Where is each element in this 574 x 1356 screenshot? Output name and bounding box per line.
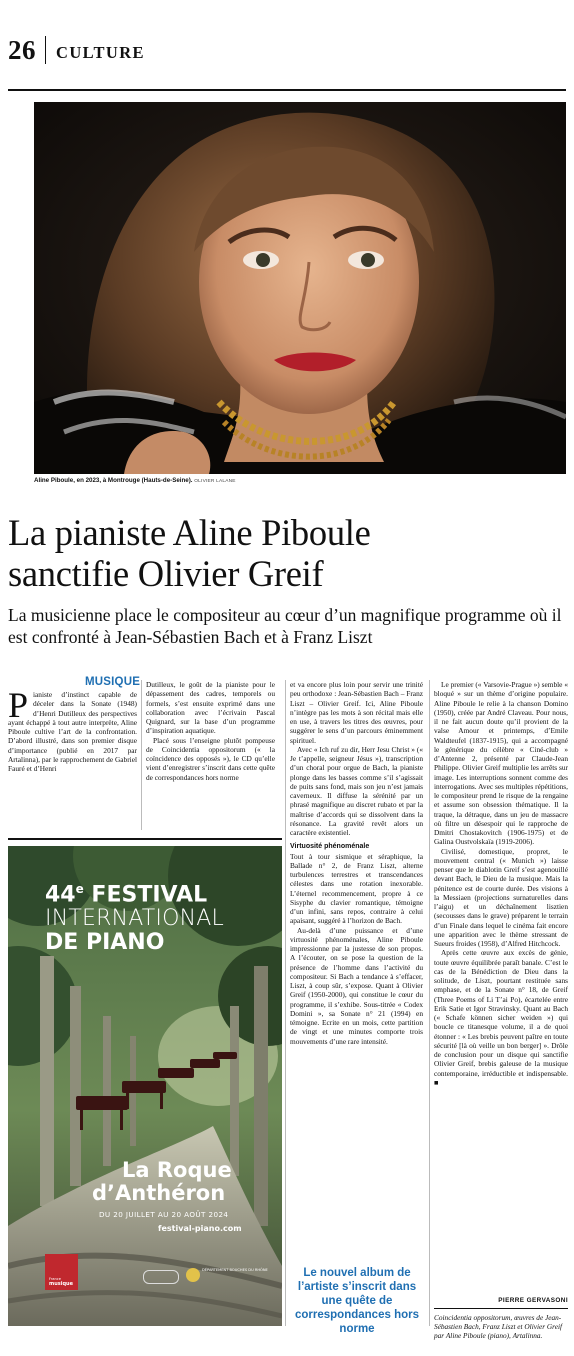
article-paragraph: Le premier (« Varsovie-Prague ») semble « bloqué » sur un thème d’origine populaire. Aline Piboule le relie à la chanson Domino (1950), créée par André Claveau. Pour nous, il ne fait aucun doute qu’il provient de la valse Amour et printemps, d’Emile Waldteufel (1837-1915), qui a accompagné le générique du célèbre « Ciné-club » d’Antenne 2, présenté par Claude-Jean Philippe. Olivier Greif multiplie les arrêts sur image. Les interruptions sonnent comme des interrogations. Avec ses multiples répétitions, le compositeur prend le risque de la rengaine et assume son obsession thématique. Il la traque, la détraque, dans un jeu de massacre où filtre un désespoir qui le rapproche de Dmitri Chostakovitch (1906-1975) et de Galina Oustvolskaïa (1919-2006).	[434, 680, 568, 847]
article-paragraph: Dutilleux, le goût de la pianiste pour le dépassement des cadres, temporels ou formels, s’est ensuite exprimé dans une collaboration avec l’écrivain Pascal Quignard, sur la base d’un programme d’inspiration aquatique.	[146, 680, 275, 736]
logo-small-text: France	[49, 1277, 61, 1281]
headline	[8, 512, 568, 594]
ad-town-line-1: La Roque	[122, 1158, 232, 1182]
section-rubric: CULTURE	[56, 43, 145, 62]
standfirst: La musicienne place le compositeur au cœur d’un magnifique programme où il est confronté à Jean-Sébastien Bach et à Franz Liszt	[8, 605, 562, 647]
drop-cap: P	[8, 685, 29, 725]
article-paragraph: Au-delà d’une puissance et d’une virtuosité phénoménales, Aline Piboule impressionne par la justesse de son propos. A l’écouter, on se pose la question de la présence de l’homme dans l’activité du compositeur. Si Bach a tendance à s’effacer, Liszt, à coup sûr, s’expose. Quant à Olivier Greif (1950-2000), qui constitue le cœur du programme, il s’exhibe. Sous-titrée « Codex Domini », sa Sonate n° 21 (1994) en témoigne. Ecrite en un mois, cette partition de vingt et une minutes comporte trois mouvements d’une rare intensité.	[290, 925, 423, 1046]
info-rule	[434, 1308, 568, 1309]
logo-big-text: musique	[49, 1281, 73, 1287]
headline-line-2: sanctifie Olivier Greif	[8, 553, 324, 594]
ad-town-line-2: d’Anthéron	[92, 1181, 226, 1205]
ad-dates: DU 20 JUILLET AU 20 AOÛT 2024	[99, 1210, 229, 1219]
column-rule	[141, 680, 142, 830]
column-rule	[429, 680, 430, 1326]
department-logo-text: DÉPARTEMENT BOUCHES DU RHÔNE	[202, 1268, 268, 1272]
article-column-2	[146, 680, 275, 782]
caption-text: Aline Piboule, en 2023, à Montrouge (Hauts-de-Seine).	[34, 477, 193, 484]
article-column-3	[290, 680, 423, 1046]
column-rule	[285, 680, 286, 1326]
article-column-4	[434, 680, 568, 1087]
department-logo-icon	[186, 1268, 200, 1282]
article-paragraph: Tout à tour sismique et séraphique, la Ballade n° 2, de Franz Liszt, alterne turbulences terrestres et transcendances célestes dans une rotation inexorable. L’éternel recommencement, propre à ce Sisyphe du clavier romantique, témoigne d’un infini, sans repos, contraire à celui apaisant, suggéré à l’horizon de Bach.	[290, 851, 423, 926]
festival-advertisement	[8, 846, 282, 1326]
portrait-photo	[34, 102, 566, 474]
ad-festival-line-1: 44e FESTIVAL	[45, 882, 208, 908]
author-byline: PIERRE GERVASONI	[498, 1297, 568, 1304]
article-paragraph: Après cette œuvre aux excès de génie, toute œuvre équilibrée paraît banale. C’est le cas de la Bénédiction de Dieu dans la solitude, de Liszt, pourtant restituée sans emphase, et de la Sonate n° 18, de Greif (Three Poems of Li T’ai Po), écartelée entre Erik Satie et Igor Stravinsky. Quant au Bach (« Schafe können sicher weiden ») qui boucle ce titanesque volume, il a de quoi étonner : « Les brebis peuvent paître en toute sécurité [là où veille un bon berger] ». Drôle de conclusion pour un disque qui sanctifie Olivier Greif, brebis galeuse de la musique contemporaine, irréductible et indispensable. ■	[434, 948, 568, 1087]
ad-rule	[8, 838, 282, 840]
article-paragraph: Avec « Ich ruf zu dir, Herr Jesu Christ » (« Je t’appelle, seigneur Jésus »), transcription d’un choral pour orgue de Bach, la pianiste plonge dans les basses comme s’il s’agissait de puits sans fond, mais son jeu n’est jamais caverneux. Il diffuse la sérénité par un phrasé magnifique au discret rubato et par la maîtrise d’accords qui se dissolvent dans la résonance. La gravité revêt alors un caractère existentiel.	[290, 744, 423, 837]
ad-festival-line-2: INTERNATIONAL	[45, 906, 224, 931]
article-paragraph: Placé sous l’enseigne plutôt pompeuse de Coincidentia oppositorum (« la coïncidence des opposés »), le CD qu’elle vient d’enregistrer s’inscrit dans cette quête de correspondances hors norme	[146, 735, 275, 782]
page-number: 26	[8, 35, 36, 65]
photo-credit: OLIVIER LALANE	[194, 479, 236, 484]
article-paragraph: ianiste d’instinct capable de déceler dans la Sonate (1948) d’Henri Dutilleux des perspectives ayant échappé à tout autre interprète, Aline Piboule cultive l’art de la confrontation. D’abord illustré, dans son premier disque d’importance (publié en 2017 par Artalinna), par le rapprochement de Gabriel Fauré et d’Henri	[8, 690, 137, 773]
photo-caption	[34, 476, 566, 486]
album-details: œuvres de Jean-Sébastien Bach, Franz Liszt et Olivier Greif par Aline Piboule (piano), Artalinna.	[434, 1313, 563, 1341]
pull-quote: Le nouvel album de l’artiste s’inscrit dans une quête de correspondances hors norme	[295, 1267, 419, 1335]
ad-website[interactable]: festival-piano.com	[158, 1224, 242, 1233]
ad-festival-line-3: DE PIANO	[45, 930, 165, 955]
article-paragraph: Civilisé, domestique, propret, le mouvement central (« Munich ») laisse penser que le diablotin Greif s’est agenouillé devant Bach, le Dieu de la musique. Mais la pénitence est de courte durée. Des visions à la Messiaen (projections surnaturelles dans l’aigu) et un déchaînement lisztien (secousses dans le grave) préparent le terrain d’un Finale dans lequel le cinéma fait encore une apparition avec le thème stressant de Sueurs froides (1958), d’Alfred Hitchcock.	[434, 846, 568, 948]
header-rule	[8, 89, 566, 91]
album-title: Coincidentia oppositorum,	[434, 1313, 513, 1322]
headline-line-1: La pianiste Aline Piboule	[8, 512, 371, 553]
sponsor-logo	[143, 1270, 179, 1284]
album-info	[434, 1313, 568, 1341]
section-tag: MUSIQUE	[85, 676, 141, 688]
header-divider	[45, 36, 46, 64]
subheading: Virtuosité phénoménale	[290, 843, 370, 851]
article-paragraph: et va encore plus loin pour servir une trinité peu orthodoxe : Jean-Sébastien Bach – Franz Liszt – Olivier Greif. Ici, Aline Piboule n’intègre pas les mots à son récital mais elle en use, à travers les titres des œuvres, pour suggérer le sens d’un parcours éminemment spirituel.	[290, 680, 423, 745]
